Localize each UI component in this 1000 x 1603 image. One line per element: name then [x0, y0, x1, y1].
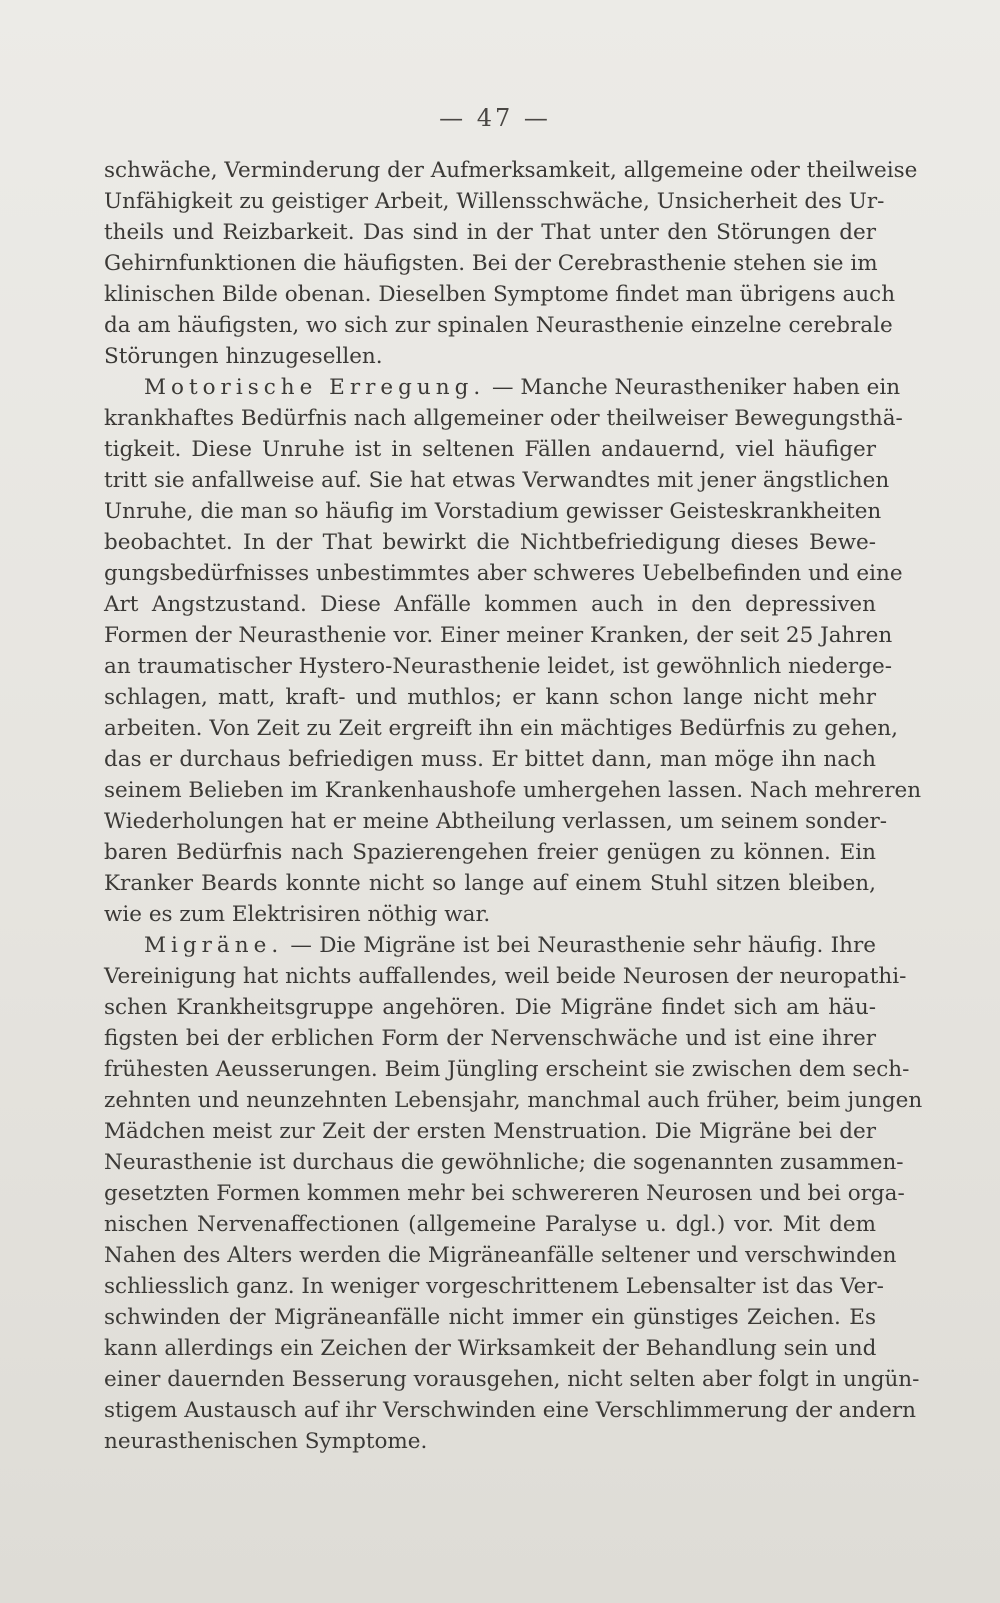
text-line: Gehirnfunktionen die häufigsten. Bei der Cerebrasthenie stehen sie im	[104, 251, 878, 276]
text-line: nischen Nervenaffectionen (allgemeine Paralyse u. dgl.) vor. Mit dem	[104, 1212, 876, 1237]
text-line: beobachtet. In der That bewirkt die Nichtbefriedigung dieses Bewe-	[104, 530, 876, 555]
text-line: zehnten und neunzehnten Lebensjahr, manchmal auch früher, beim jungen	[104, 1088, 923, 1113]
text-line: Kranker Beards konnte nicht so lange auf einem Stuhl sitzen bleiben,	[104, 871, 876, 896]
text-line: seinem Belieben im Krankenhaushofe umhergehen lassen. Nach mehreren	[104, 778, 922, 803]
text-line: schlagen, matt, kraft- und muthlos; er kann schon lange nicht mehr	[104, 685, 876, 710]
text-line: Neurasthenie ist durchaus die gewöhnliche; die sogenannten zusammen-	[104, 1150, 904, 1175]
text-line: neurasthenischen Symptome.	[104, 1429, 428, 1454]
text-line: arbeiten. Von Zeit zu Zeit ergreift ihn ein mächtiges Bedürfnis zu gehen,	[104, 716, 898, 741]
text-line: das er durchaus befriedigen muss. Er bittet dann, man möge ihn nach	[104, 747, 876, 772]
text-line: Unfähigkeit zu geistiger Arbeit, Willensschwäche, Unsicherheit des Ur-	[104, 189, 885, 214]
paragraph-1	[104, 155, 918, 372]
text-line: Formen der Neurasthenie vor. Einer meiner Kranken, der seit 25 Jahren	[104, 623, 893, 648]
body-text	[104, 155, 923, 1457]
text-line: Nahen des Alters werden die Migräneanfälle seltener und verschwinden	[104, 1243, 897, 1268]
text-line-rest: — Die Migräne ist bei Neurasthenie sehr häufig. Ihre	[283, 933, 876, 958]
text-line: Störungen hinzugesellen.	[104, 344, 383, 369]
text-line: tritt sie anfallweise auf. Sie hat etwas Verwandtes mit jener ängstlichen	[104, 468, 890, 493]
text-line: krankhaftes Bedürfnis nach allgemeiner oder theilweiser Bewegungsthä-	[104, 406, 903, 431]
text-line: Art Angstzustand. Diese Anfälle kommen auch in den depressiven	[104, 592, 876, 617]
text-line	[104, 372, 901, 403]
paragraph-2	[104, 372, 922, 930]
text-line: an traumatischer Hystero-Neurasthenie leidet, ist gewöhnlich niederge-	[104, 654, 892, 679]
text-line: Wiederholungen hat er meine Abtheilung verlassen, um seinem sonder-	[104, 809, 888, 834]
text-line-rest: — Manche Neurastheniker haben ein	[485, 375, 901, 400]
text-line: Unruhe, die man so häufig im Vorstadium gewisser Geisteskrankheiten	[104, 499, 882, 524]
section-heading-motorische-erregung: Motorische Erregung.	[144, 375, 486, 400]
text-line: schen Krankheitsgruppe angehören. Die Migräne findet sich am häu-	[104, 995, 876, 1020]
text-line	[104, 930, 876, 961]
text-line: stigem Austausch auf ihr Verschwinden eine Verschlimmerung der andern	[104, 1398, 916, 1423]
text-line: gungsbedürfnisses unbestimmtes aber schweres Uebelbefinden und eine	[104, 561, 903, 586]
page-number: — 47 —	[439, 104, 551, 132]
text-line: schwäche, Verminderung der Aufmerksamkeit, allgemeine oder theilweise	[104, 158, 918, 183]
text-line: baren Bedürfnis nach Spazierengehen freier genügen zu können. Ein	[104, 840, 876, 865]
text-line: schliesslich ganz. In weniger vorgeschrittenem Lebensalter ist das Ver-	[104, 1274, 884, 1299]
text-line: einer dauernden Besserung vorausgehen, nicht selten aber folgt in ungün-	[104, 1367, 920, 1392]
text-line: figsten bei der erblichen Form der Nervenschwäche und ist eine ihrer	[104, 1026, 876, 1051]
text-line: theils und Reizbarkeit. Das sind in der That unter den Störungen der	[104, 220, 876, 245]
text-line: Mädchen meist zur Zeit der ersten Menstruation. Die Migräne bei der	[104, 1119, 876, 1144]
text-line: kann allerdings ein Zeichen der Wirksamkeit der Behandlung sein und	[104, 1336, 877, 1361]
text-line: tigkeit. Diese Unruhe ist in seltenen Fällen andauernd, viel häufiger	[104, 437, 876, 462]
text-line: frühesten Aeusserungen. Beim Jüngling erscheint sie zwischen dem sech-	[104, 1057, 910, 1082]
text-line: da am häufigsten, wo sich zur spinalen Neurasthenie einzelne cerebrale	[104, 313, 893, 338]
text-line: schwinden der Migräneanfälle nicht immer ein günstiges Zeichen. Es	[104, 1305, 876, 1330]
paragraph-3	[104, 930, 923, 1457]
text-line: gesetzten Formen kommen mehr bei schwereren Neurosen und bei orga-	[104, 1181, 905, 1206]
text-line: klinischen Bilde obenan. Dieselben Symptome findet man übrigens auch	[104, 282, 896, 307]
text-line: wie es zum Elektrisiren nöthig war.	[104, 902, 491, 927]
text-line: Vereinigung hat nichts auffallendes, weil beide Neurosen der neuropathi-	[104, 964, 907, 989]
section-heading-migraene: Migräne.	[144, 933, 284, 958]
